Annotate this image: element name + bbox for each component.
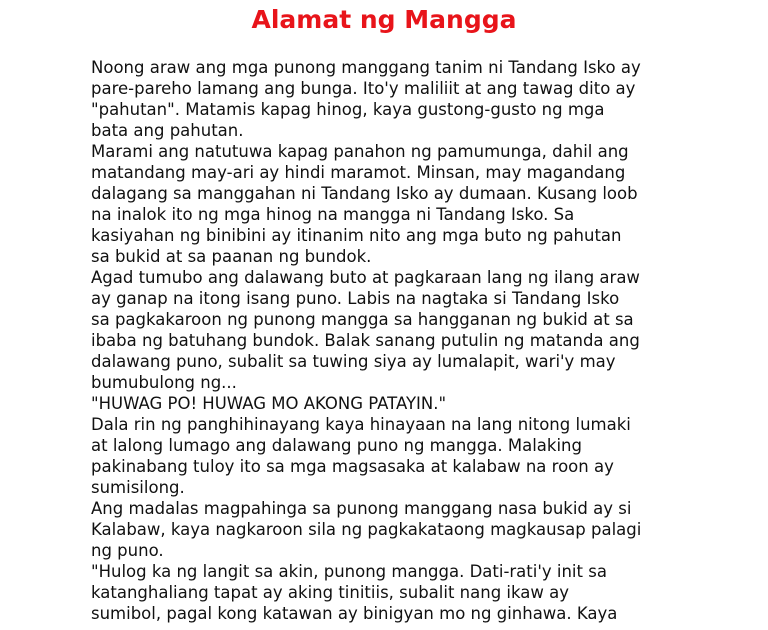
text-line: na inalok ito ng mga hinog na mangga ni Tandang Isko. Sa [91, 205, 575, 224]
text-line: "pahutan". Matamis kapag hinog, kaya gustong-gusto ng mga [91, 100, 605, 119]
paragraph [91, 393, 691, 414]
text-line: katanghaliang tapat ay aking tinitiis, subalit nang ikaw ay [91, 583, 570, 602]
paragraph [91, 141, 691, 267]
text-line: matandang may-ari ay hindi maramot. Minsan, may magandang [91, 163, 626, 182]
paragraph [91, 267, 691, 393]
paragraph [91, 498, 691, 561]
text-line: "HUWAG PO! HUWAG MO AKONG PATAYIN." [91, 394, 447, 413]
paragraph [91, 414, 691, 498]
text-line: Marami ang natutuwa kapag panahon ng pamumunga, dahil ang [91, 142, 629, 161]
text-line: dalawang puno, subalit sa tuwing siya ay lumalapit, wari'y may [91, 352, 616, 371]
paragraph [91, 561, 691, 624]
text-line: Ang madalas magpahinga sa punong manggang nasa bukid ay si [91, 499, 632, 518]
text-line: bumubulong ng... [91, 373, 237, 392]
text-line: sa bukid at sa paanan ng bundok. [91, 247, 372, 266]
text-line: sa pagkakaroon ng punong mangga sa hangganan ng bukid at sa [91, 310, 634, 329]
document-body [91, 57, 691, 624]
text-line: Dala rin ng panghihinayang kaya hinayaan na lang nitong lumaki [91, 415, 631, 434]
paragraph [91, 57, 691, 141]
document-title: Alamat ng Mangga [251, 5, 517, 34]
text-line: at lalong lumago ang dalawang puno ng mangga. Malaking [91, 436, 582, 455]
text-line: sumisilong. [91, 478, 185, 497]
text-line: sumibol, pagal kong katawan ay binigyan mo ng ginhawa. Kaya [91, 604, 618, 623]
text-line: Agad tumubo ang dalawang buto at pagkaraan lang ng ilang araw [91, 268, 640, 287]
text-line: ibaba ng batuhang bundok. Balak sanang putulin ng matanda ang [91, 331, 640, 350]
text-line: dalagang sa manggahan ni Tandang Isko ay dumaan. Kusang loob [91, 184, 638, 203]
text-line: "Hulog ka ng langit sa akin, punong mangga. Dati-rati'y init sa [91, 562, 607, 581]
text-line: pare-pareho lamang ang bunga. Ito'y maliliit at ang tawag dito ay [91, 79, 636, 98]
text-line: Kalabaw, kaya nagkaroon sila ng pagkakataong magkausap palagi [91, 520, 642, 539]
text-line: ng puno. [91, 541, 164, 560]
text-line: Noong araw ang mga punong manggang tanim ni Tandang Isko ay [91, 58, 641, 77]
text-line: kasiyahan ng binibini ay itinanim nito ang mga buto ng pahutan [91, 226, 622, 245]
text-line: pakinabang tuloy ito sa mga magsasaka at kalabaw na roon ay [91, 457, 614, 476]
text-line: ay ganap na itong isang puno. Labis na nagtaka si Tandang Isko [91, 289, 620, 308]
text-line: bata ang pahutan. [91, 121, 244, 140]
